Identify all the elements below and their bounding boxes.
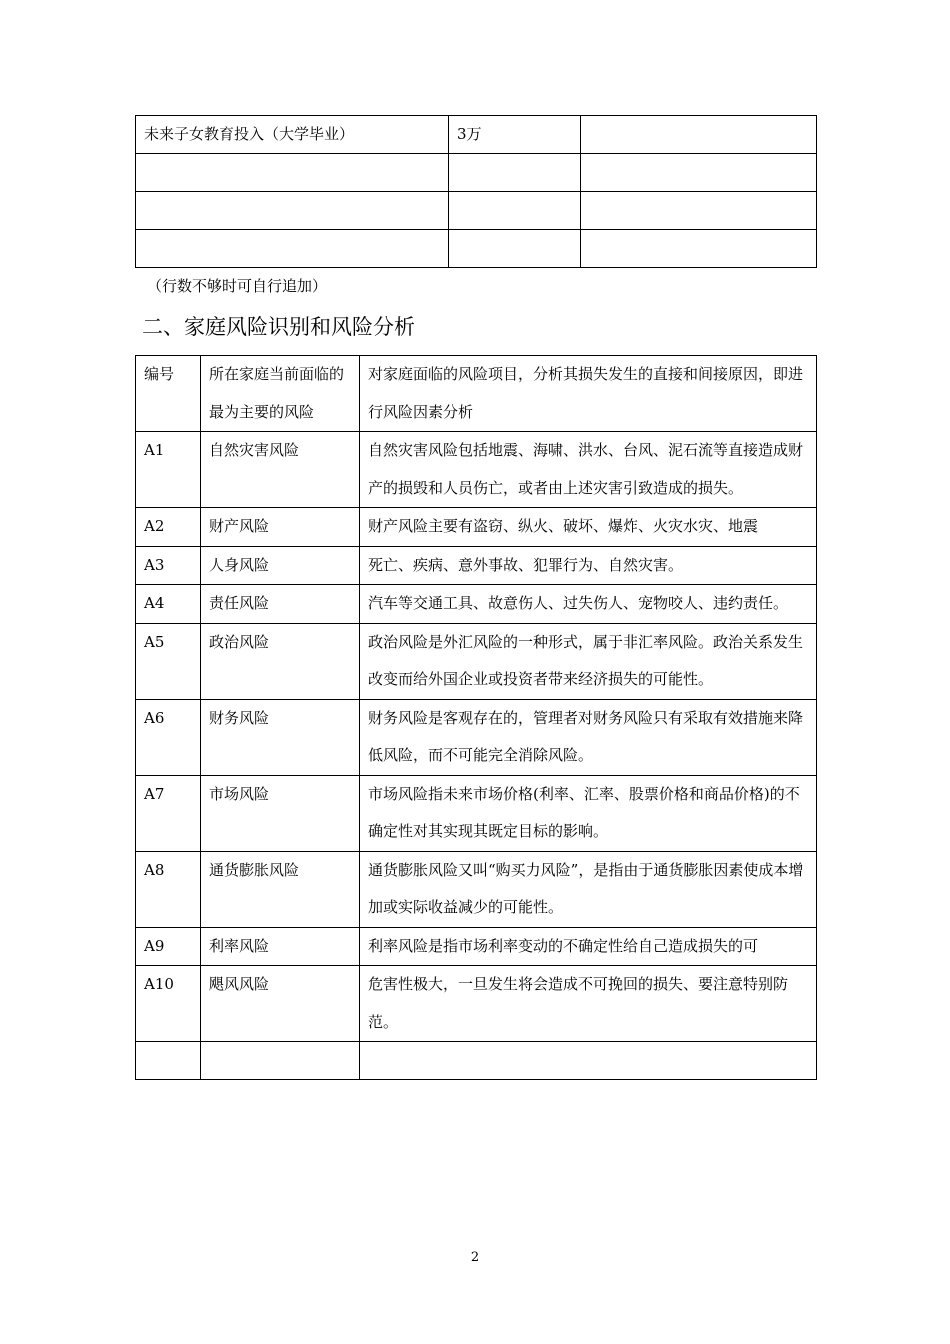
risk-analysis: 死亡、疾病、意外事故、犯罪行为、自然灾害。	[360, 546, 817, 585]
table-row	[136, 230, 817, 268]
risk-id: A7	[136, 775, 201, 851]
table-row	[136, 154, 817, 192]
table-cell	[581, 230, 817, 268]
page-number: 2	[470, 1250, 480, 1265]
table-cell	[136, 230, 449, 268]
table-cell	[581, 116, 817, 154]
risk-name: 利率风险	[201, 927, 360, 966]
table-row	[136, 432, 817, 508]
risk-id: A1	[136, 432, 201, 508]
risk-id: A6	[136, 699, 201, 775]
table-row	[136, 1042, 817, 1080]
risk-name: 财务风险	[201, 699, 360, 775]
risk-analysis: 汽车等交通工具、故意伤人、过失伤人、宠物咬人、违约责任。	[360, 585, 817, 624]
table-cell: 未来子女教育投入（大学毕业）	[136, 116, 449, 154]
table-row	[136, 116, 817, 154]
risk-analysis: 政治风险是外汇风险的一种形式，属于非汇率风险。政治关系发生改变而给外国企业或投资者带来经济损失的可能性。	[360, 623, 817, 699]
risk-id: A3	[136, 546, 201, 585]
risk-id: A10	[136, 966, 201, 1042]
risk-name: 责任风险	[201, 585, 360, 624]
table-cell	[581, 192, 817, 230]
risk-analysis: 财产风险主要有盗窃、纵火、破坏、爆炸、火灾水灾、地震	[360, 508, 817, 547]
table-cell	[449, 230, 581, 268]
risk-analysis: 利率风险是指市场利率变动的不确定性给自己造成损失的可	[360, 927, 817, 966]
table-row	[136, 775, 817, 851]
header-analysis: 对家庭面临的风险项目，分析其损失发生的直接和间接原因，即进行风险因素分析	[360, 356, 817, 432]
table-row	[136, 192, 817, 230]
risk-name: 市场风险	[201, 775, 360, 851]
table-row	[136, 546, 817, 585]
table-row	[136, 508, 817, 547]
table-header-row	[136, 356, 817, 432]
risk-name: 飓风风险	[201, 966, 360, 1042]
risk-id: A4	[136, 585, 201, 624]
table-note: （行数不够时可自行追加）	[147, 277, 328, 295]
table-cell	[581, 154, 817, 192]
table-row	[136, 699, 817, 775]
table-cell	[136, 192, 449, 230]
risk-analysis	[360, 1042, 817, 1080]
section-title: 二、家庭风险识别和风险分析	[142, 315, 415, 339]
risk-name: 财产风险	[201, 508, 360, 547]
risk-name: 政治风险	[201, 623, 360, 699]
header-risk: 所在家庭当前面临的最为主要的风险	[201, 356, 360, 432]
risk-analysis: 危害性极大，一旦发生将会造成不可挽回的损失、要注意特别防范。	[360, 966, 817, 1042]
risk-id: A9	[136, 927, 201, 966]
risk-analysis-table	[135, 355, 817, 1080]
table-row	[136, 966, 817, 1042]
risk-analysis: 财务风险是客观存在的，管理者对财务风险只有采取有效措施来降低风险，而不可能完全消除风险。	[360, 699, 817, 775]
risk-id	[136, 1042, 201, 1080]
risk-analysis: 市场风险指未来市场价格(利率、汇率、股票价格和商品价格)的不确定性对其实现其既定目标的影响。	[360, 775, 817, 851]
table-row	[136, 623, 817, 699]
table-cell	[449, 154, 581, 192]
risk-id: A2	[136, 508, 201, 547]
risk-name: 通货膨胀风险	[201, 851, 360, 927]
risk-analysis: 通货膨胀风险又叫“购买力风险”，是指由于通货膨胀因素使成本增加或实际收益减少的可能性。	[360, 851, 817, 927]
risk-name: 自然灾害风险	[201, 432, 360, 508]
header-id: 编号	[136, 356, 201, 432]
expense-table	[135, 115, 817, 268]
risk-name	[201, 1042, 360, 1080]
risk-id: A8	[136, 851, 201, 927]
risk-name: 人身风险	[201, 546, 360, 585]
table-cell: 3万	[449, 116, 581, 154]
table-row	[136, 851, 817, 927]
table-row	[136, 927, 817, 966]
risk-analysis: 自然灾害风险包括地震、海啸、洪水、台风、泥石流等直接造成财产的损毁和人员伤亡，或者由上述灾害引致造成的损失。	[360, 432, 817, 508]
table-cell	[136, 154, 449, 192]
table-row	[136, 585, 817, 624]
risk-id: A5	[136, 623, 201, 699]
table-cell	[449, 192, 581, 230]
